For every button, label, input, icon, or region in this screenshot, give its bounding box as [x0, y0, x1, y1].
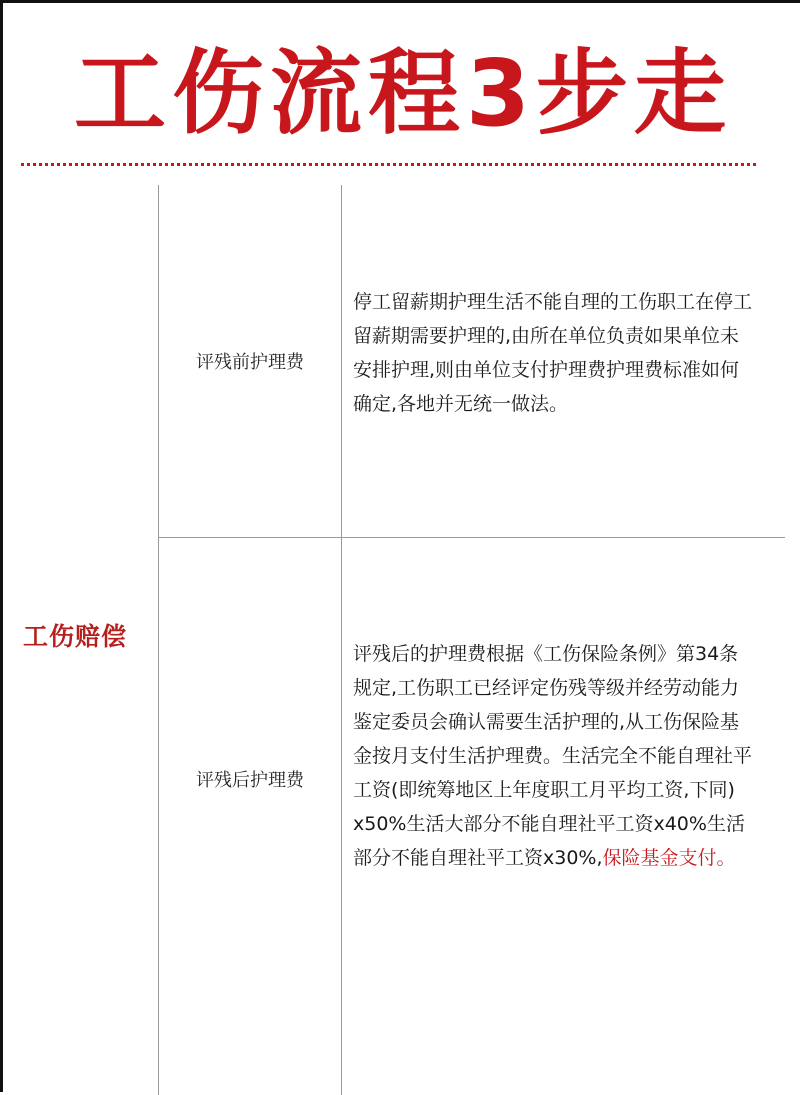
content-line: 安排护理,则由单位支付护理费护理费标准如何 — [353, 359, 740, 381]
content-line: 鉴定委员会确认需要生活护理的,从工伤保险基 — [353, 711, 740, 733]
content-line: 金按月支付生活护理费。生活完全不能自理社平 — [353, 745, 753, 767]
content-line: 停工留薪期护理生活不能自理的工伤职工在停工 — [353, 291, 753, 313]
row-label-pre-assessment-nursing-fee: 评残前护理费 — [196, 352, 304, 373]
table-column-divider-1 — [158, 185, 159, 1095]
category-label: 工伤赔偿 — [23, 622, 128, 651]
content-text: 部分不能自理社平工资x30%, — [353, 847, 603, 869]
content-line: 规定,工伤职工已经评定伤残等级并经劳动能力 — [353, 677, 740, 699]
content-line: 工资(即统筹地区上年度职工月平均工资,下同) — [353, 779, 735, 801]
dotted-divider — [21, 163, 756, 166]
row-label-post-assessment-nursing-fee: 评残后护理费 — [196, 770, 304, 791]
row-content-post-assessment — [353, 637, 752, 875]
row-content-pre-assessment — [353, 285, 752, 421]
page-title: 工伤流程3步走 — [73, 40, 732, 147]
content-line: x50%生活大部分不能自理社平工资x40%生活 — [353, 813, 745, 835]
table-row-divider — [158, 537, 785, 538]
content-line-last — [353, 841, 752, 875]
content-line: 评残后的护理费根据《工伤保险条例》第34条 — [353, 643, 739, 665]
content-line: 确定,各地并无统一做法。 — [353, 393, 569, 415]
content-line: 留薪期需要护理的,由所在单位负责如果单位未 — [353, 325, 740, 347]
highlight-text: 保险基金支付。 — [602, 847, 736, 869]
table-column-divider-2 — [341, 185, 342, 1095]
